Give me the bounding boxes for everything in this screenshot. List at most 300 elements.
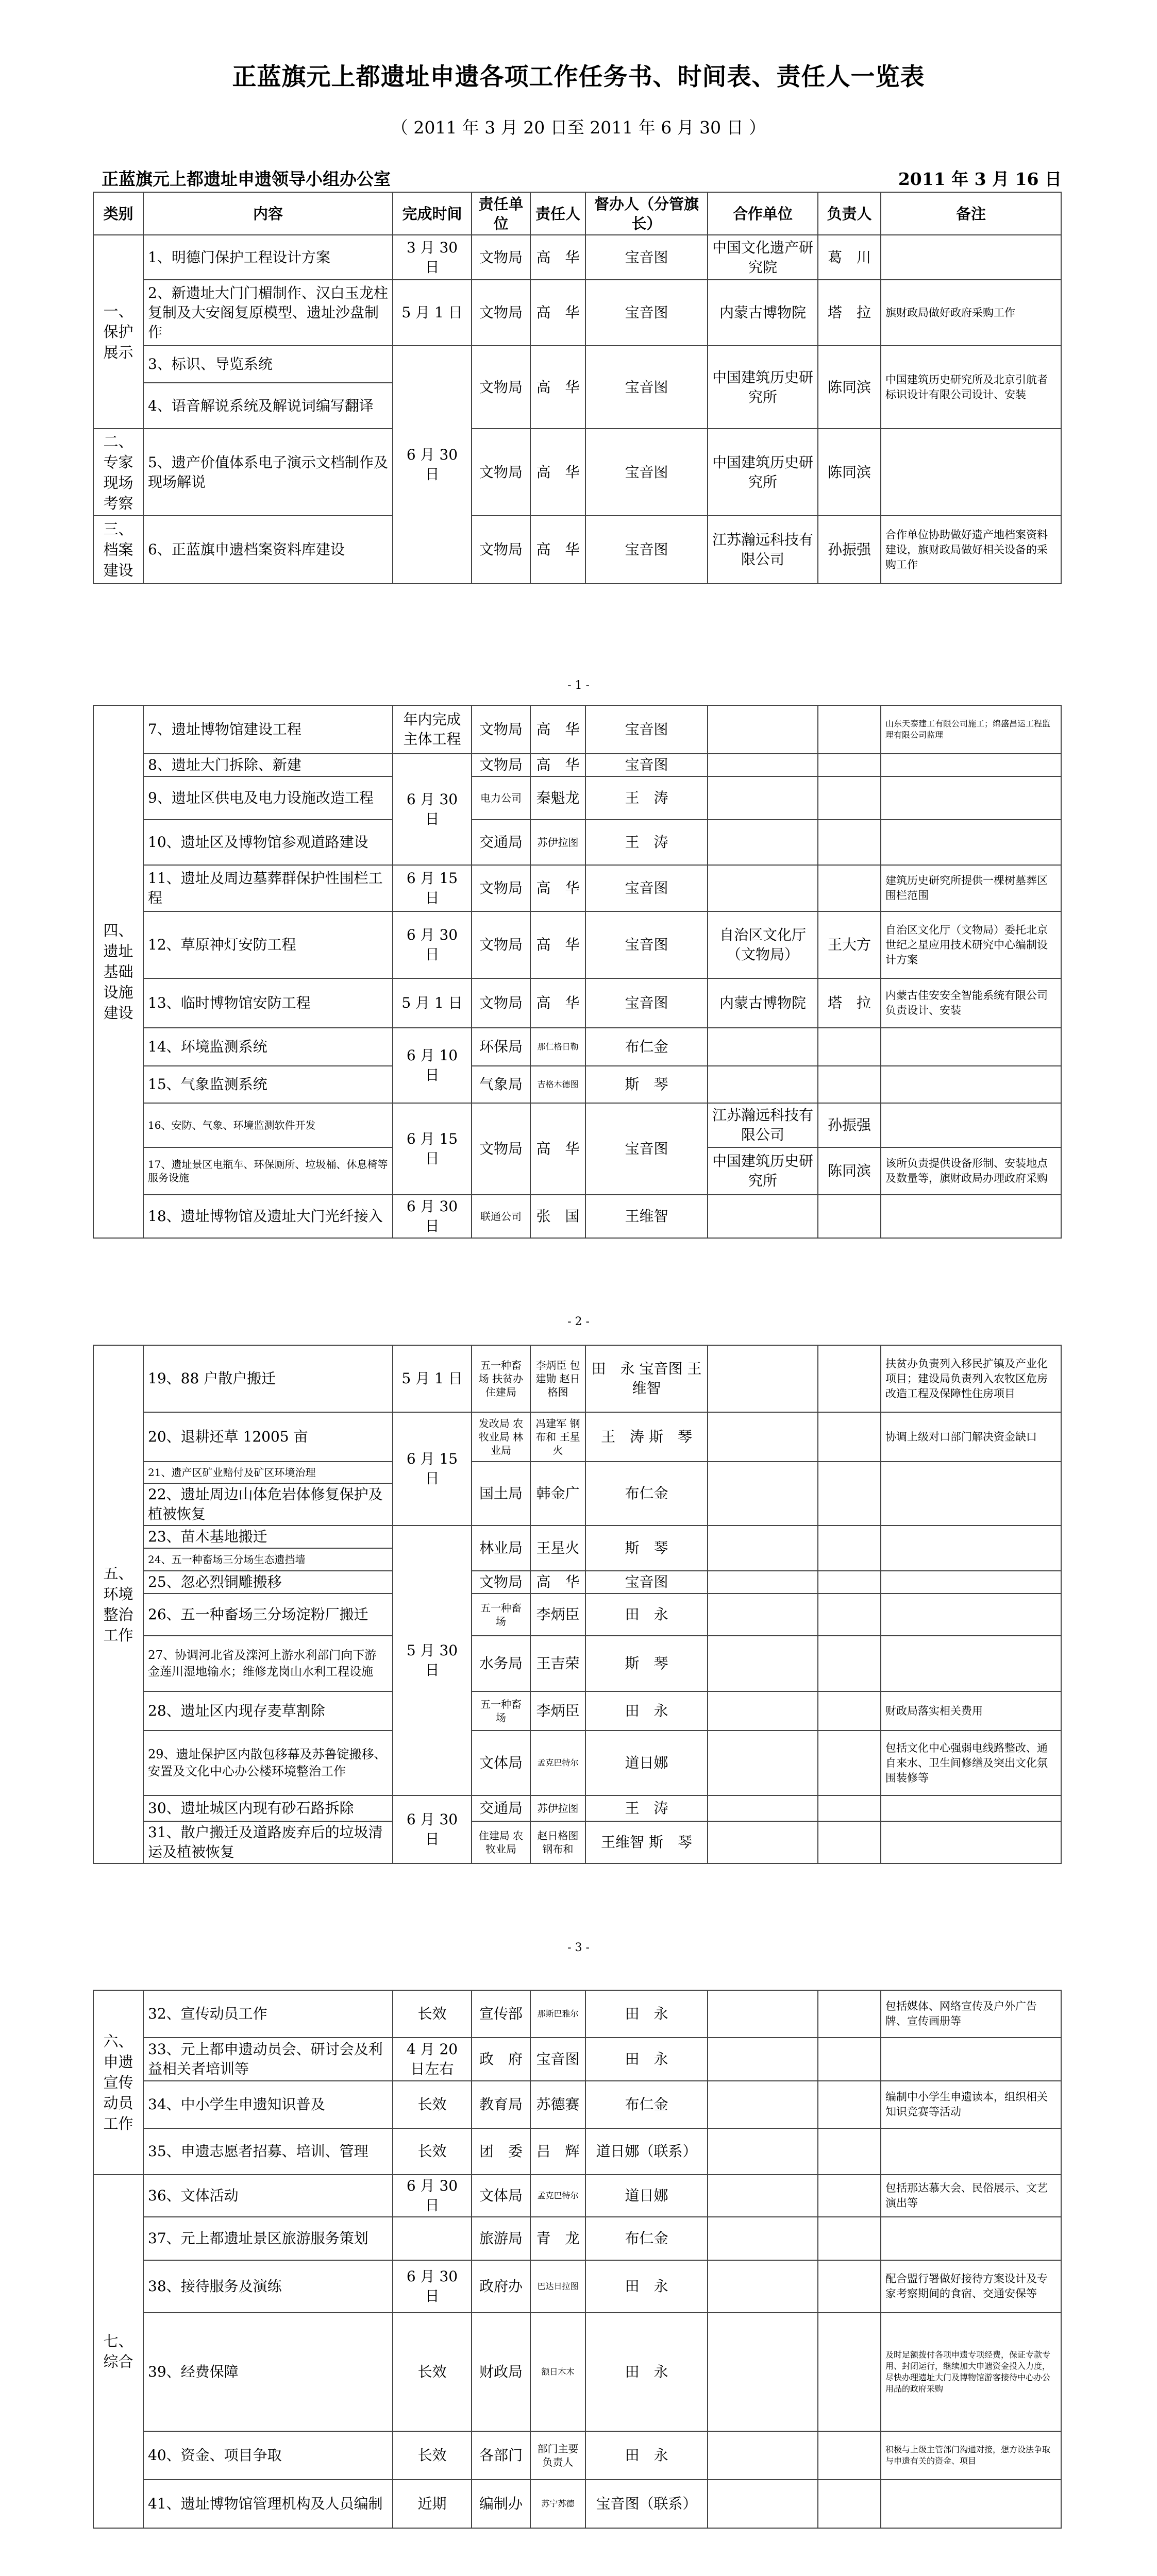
lead-cell: [818, 1462, 881, 1526]
deadline-cell: 6 月 30 日: [393, 754, 472, 865]
table-row: [93, 1795, 1061, 1821]
remarks-cell: [881, 776, 1061, 820]
supervisor-cell: 田 永: [585, 2313, 708, 2431]
supervisor-cell: 宝音图: [585, 346, 708, 429]
remarks-cell: [881, 1462, 1061, 1526]
lead-cell: [818, 865, 881, 911]
person-cell: 那仁格日勒: [530, 1028, 585, 1066]
unit-cell: 文物局: [472, 1103, 530, 1195]
partner-cell: [708, 1195, 818, 1238]
deadline-cell: 长效: [393, 2313, 472, 2431]
content-cell: 28、遗址区内现存麦草割除: [143, 1691, 393, 1731]
partner-cell: 中国建筑历史研究所: [708, 1147, 818, 1195]
content-cell: 20、退耕还草 12005 亩: [143, 1412, 393, 1462]
lead-cell: [818, 1345, 881, 1412]
partner-cell: 内蒙古博物院: [708, 280, 818, 346]
table-row: [93, 2081, 1061, 2128]
supervisor-cell: 布仁金: [585, 2081, 708, 2128]
unit-cell: 电力公司: [472, 776, 530, 820]
table-row: [93, 2217, 1061, 2260]
issue-date: 2011 年 3 月 16 日: [898, 169, 1062, 189]
category-cell: 六、申遗宣传动员工作: [93, 1990, 143, 2175]
unit-cell: 文物局: [472, 865, 530, 911]
remarks-cell: 包括那达慕大会、民俗展示、文艺演出等: [881, 2175, 1061, 2217]
deadline-cell: 长效: [393, 2128, 472, 2175]
remarks-cell: 协调上级对口部门解决资金缺口: [881, 1412, 1061, 1462]
supervisor-cell: 宝音图: [585, 978, 708, 1028]
table-row: [93, 1103, 1061, 1147]
header-deadline: 完成时间: [393, 192, 472, 235]
remarks-cell: [881, 1103, 1061, 1147]
unit-cell: 五一种畜场: [472, 1594, 530, 1636]
category-cell: 四、遗址基础设施建设: [93, 705, 143, 1238]
person-cell: 赵日格图 钢布和: [530, 1821, 585, 1863]
person-cell: 高 华: [530, 1571, 585, 1594]
content-cell: 11、遗址及周边墓葬群保护性围栏工程: [143, 865, 393, 911]
unit-cell: 文物局: [472, 1571, 530, 1594]
table-row: [93, 2313, 1061, 2431]
table-row: [93, 1594, 1061, 1636]
partner-cell: [708, 1526, 818, 1571]
remarks-cell: [881, 1066, 1061, 1103]
remarks-cell: 该所负责提供设备形制、安装地点及数量等，旗财政局办理政府采购: [881, 1147, 1061, 1195]
content-cell: 22、遗址周边山体危岩体修复保护及植被恢复: [143, 1483, 393, 1526]
unit-cell: 文物局: [472, 280, 530, 346]
table-row: [93, 776, 1061, 820]
person-cell: 苏宁苏德: [530, 2480, 585, 2528]
content-cell: 4、语音解说系统及解说词编写翻译: [143, 383, 393, 429]
unit-cell: 发改局 农牧业局 林业局: [472, 1412, 530, 1462]
partner-cell: [708, 1571, 818, 1594]
remarks-cell: 编制中小学生申遗读本，组织相关知识竞赛等活动: [881, 2081, 1061, 2128]
supervisor-cell: 王 涛: [585, 1795, 708, 1821]
unit-cell: 文体局: [472, 2175, 530, 2217]
supervisor-cell: 布仁金: [585, 1462, 708, 1526]
deadline-cell: 6 月 10 日: [393, 1028, 472, 1103]
header-responsible-unit: 责任单位: [472, 192, 530, 235]
table-row: [93, 754, 1061, 776]
deadline-cell: 3 月 30 日: [393, 235, 472, 280]
content-cell: 17、遗址景区电瓶车、环保厕所、垃圾桶、休息椅等服务设施: [143, 1147, 393, 1195]
content-cell: 25、忽必烈铜雕搬移: [143, 1571, 393, 1594]
content-cell: 13、临时博物馆安防工程: [143, 978, 393, 1028]
content-cell: 32、宣传动员工作: [143, 1990, 393, 2038]
unit-cell: 政府办: [472, 2260, 530, 2313]
lead-cell: [818, 820, 881, 865]
unit-cell: 旅游局: [472, 2217, 530, 2260]
table-row: [93, 865, 1061, 911]
unit-cell: 各部门: [472, 2431, 530, 2480]
content-cell: 2、新遗址大门门楣制作、汉白玉龙柱复制及大安阁复原模型、遗址沙盘制作: [143, 280, 393, 346]
partner-cell: [708, 1412, 818, 1462]
content-cell: 35、申遗志愿者招募、培训、管理: [143, 2128, 393, 2175]
unit-cell: 文物局: [472, 911, 530, 978]
table-row: [93, 516, 1061, 584]
remarks-cell: 建筑历史研究所提供一棵树墓葬区围栏范围: [881, 865, 1061, 911]
partner-cell: 中国文化遗产研究院: [708, 235, 818, 280]
partner-cell: [708, 820, 818, 865]
unit-cell: 文物局: [472, 705, 530, 754]
remarks-cell: 包括媒体、网络宣传及户外广告牌、宣传画册等: [881, 1990, 1061, 2038]
partner-cell: [708, 776, 818, 820]
page-title: 正蓝旗元上都遗址申遗各项工作任务书、时间表、责任人一览表: [232, 63, 925, 91]
lead-cell: [818, 1795, 881, 1821]
header-partner-unit: 合作单位: [708, 192, 818, 235]
content-cell: 36、文体活动: [143, 2175, 393, 2217]
person-cell: 高 华: [530, 978, 585, 1028]
lead-cell: [818, 754, 881, 776]
person-cell: 青 龙: [530, 2217, 585, 2260]
content-cell: 30、遗址城区内现有砂石路拆除: [143, 1795, 393, 1821]
content-cell: 34、中小学生申遗知识普及: [143, 2081, 393, 2128]
table-row: [93, 346, 1061, 383]
lead-cell: 孙振强: [818, 1103, 881, 1147]
supervisor-cell: 田 永: [585, 2431, 708, 2480]
supervisor-cell: 道日娜: [585, 2175, 708, 2217]
supervisor-cell: 宝音图（联系）: [585, 2480, 708, 2528]
deadline-cell: 6 月 30 日: [393, 346, 472, 584]
person-cell: 韩金广: [530, 1462, 585, 1526]
unit-cell: 团 委: [472, 2128, 530, 2175]
content-cell: 18、遗址博物馆及遗址大门光纤接入: [143, 1195, 393, 1238]
partner-cell: [708, 2480, 818, 2528]
person-cell: 李炳臣 包建勋 赵日格图: [530, 1345, 585, 1412]
content-cell: 33、元上都申遗动员会、研讨会及利益相关者培训等: [143, 2038, 393, 2081]
lead-cell: [818, 2081, 881, 2128]
person-cell: 宝音图: [530, 2038, 585, 2081]
supervisor-cell: 宝音图: [585, 1571, 708, 1594]
person-cell: 苏伊拉图: [530, 1795, 585, 1821]
deadline-cell: 6 月 30 日: [393, 2175, 472, 2217]
remarks-cell: [881, 1571, 1061, 1594]
header-supervisor: 督办人（分管旗长）: [585, 192, 708, 235]
person-cell: 苏德赛: [530, 2081, 585, 2128]
person-cell: 王星火: [530, 1526, 585, 1571]
content-cell: 26、五一种畜场三分场淀粉厂搬迁: [143, 1594, 393, 1636]
deadline-cell: 长效: [393, 2081, 472, 2128]
supervisor-cell: 田 永 宝音图 王维智: [585, 1345, 708, 1412]
remarks-cell: [881, 1636, 1061, 1691]
unit-cell: 交通局: [472, 1795, 530, 1821]
table-row: [93, 1821, 1061, 1863]
table-row: [93, 2260, 1061, 2313]
table-row: [93, 1345, 1061, 1412]
remarks-cell: [881, 2217, 1061, 2260]
content-cell: 27、协调河北省及滦河上游水利部门向下游金莲川湿地输水；维修龙岗山水利工程设施: [143, 1636, 393, 1691]
person-cell: 吉格木德图: [530, 1066, 585, 1103]
remarks-cell: [881, 235, 1061, 280]
table-row: [93, 429, 1061, 516]
deadline-cell: 5 月 1 日: [393, 978, 472, 1028]
unit-cell: 宣传部: [472, 1990, 530, 2038]
category-cell: 七、综合: [93, 2175, 143, 2528]
table-row: [93, 1028, 1061, 1066]
lead-cell: [818, 2260, 881, 2313]
lead-cell: [818, 2480, 881, 2528]
category-cell: 五、环境整治工作: [93, 1345, 143, 1863]
person-cell: 高 华: [530, 1103, 585, 1195]
remarks-cell: 合作单位协助做好遗产地档案资料建设，旗财政局做好相关设备的采购工作: [881, 516, 1061, 584]
partner-cell: [708, 2217, 818, 2260]
content-cell: 1、明德门保护工程设计方案: [143, 235, 393, 280]
table-row: [93, 1066, 1061, 1103]
lead-cell: 葛 川: [818, 235, 881, 280]
unit-cell: 五一种畜场: [472, 1691, 530, 1731]
lead-cell: 塔 拉: [818, 280, 881, 346]
supervisor-cell: 布仁金: [585, 1028, 708, 1066]
partner-cell: [708, 1345, 818, 1412]
lead-cell: [818, 1195, 881, 1238]
person-cell: 冯建军 钢布和 王星火: [530, 1412, 585, 1462]
content-cell: 37、元上都遗址景区旅游服务策划: [143, 2217, 393, 2260]
deadline-cell: 6 月 15 日: [393, 865, 472, 911]
deadline-cell: 6 月 15 日: [393, 1412, 472, 1526]
supervisor-cell: 宝音图: [585, 235, 708, 280]
lead-cell: 王大方: [818, 911, 881, 978]
task-table-page-1: [93, 192, 1062, 584]
deadline-cell: 6 月 30 日: [393, 911, 472, 978]
table-row: [93, 1571, 1061, 1594]
deadline-cell: 6 月 15 日: [393, 1103, 472, 1195]
unit-cell: 财政局: [472, 2313, 530, 2431]
task-table-page-2: [93, 705, 1062, 1239]
content-cell: 9、遗址区供电及电力设施改造工程: [143, 776, 393, 820]
deadline-cell: 长效: [393, 1990, 472, 2038]
content-cell: 10、遗址区及博物馆参观道路建设: [143, 820, 393, 865]
partner-cell: 江苏瀚远科技有限公司: [708, 1103, 818, 1147]
table-row: [93, 1195, 1061, 1238]
table-row: [93, 235, 1061, 280]
category-cell: 二、专家现场考察: [93, 429, 143, 516]
unit-cell: 文物局: [472, 346, 530, 429]
deadline-cell: 5 月 1 日: [393, 1345, 472, 1412]
supervisor-cell: 宝音图: [585, 754, 708, 776]
remarks-cell: 山东天泰建工有限公司施工；绵盛昌运工程监理有限公司监理: [881, 705, 1061, 754]
person-cell: 高 华: [530, 754, 585, 776]
person-cell: 高 华: [530, 516, 585, 584]
person-cell: 额日木木: [530, 2313, 585, 2431]
person-cell: 高 华: [530, 346, 585, 429]
lead-cell: [818, 1821, 881, 1863]
partner-cell: 中国建筑历史研究所: [708, 346, 818, 429]
partner-cell: [708, 2313, 818, 2431]
supervisor-cell: 布仁金: [585, 2217, 708, 2260]
lead-cell: [818, 2431, 881, 2480]
supervisor-cell: 宝音图: [585, 1103, 708, 1195]
table-header-row: [93, 192, 1061, 235]
table-row: [93, 2128, 1061, 2175]
partner-cell: [708, 2431, 818, 2480]
supervisor-cell: 斯 琴: [585, 1636, 708, 1691]
content-cell: 41、遗址博物馆管理机构及人员编制: [143, 2480, 393, 2528]
supervisor-cell: 宝音图: [585, 429, 708, 516]
partner-cell: 内蒙古博物院: [708, 978, 818, 1028]
partner-cell: 中国建筑历史研究所: [708, 429, 818, 516]
table-row: [93, 1526, 1061, 1548]
page-number: - 2 -: [567, 1315, 590, 1328]
remarks-cell: 内蒙古佳安安全智能系统有限公司负责设计、安装: [881, 978, 1061, 1028]
table-row: [93, 1691, 1061, 1731]
lead-cell: [818, 2128, 881, 2175]
remarks-cell: 中国建筑历史研究所及北京引航者标识设计有限公司设计、安装: [881, 346, 1061, 429]
supervisor-cell: 田 永: [585, 1691, 708, 1731]
unit-cell: 文物局: [472, 754, 530, 776]
lead-cell: [818, 1594, 881, 1636]
partner-cell: [708, 1462, 818, 1526]
category-cell: 三、档案建设: [93, 516, 143, 584]
remarks-cell: 财政局落实相关费用: [881, 1691, 1061, 1731]
remarks-cell: [881, 1594, 1061, 1636]
person-cell: 王吉荣: [530, 1636, 585, 1691]
lead-cell: 陈同滨: [818, 346, 881, 429]
page-subtitle: （ 2011 年 3 月 20 日至 2011 年 6 月 30 日 ）: [391, 117, 766, 138]
remarks-cell: [881, 754, 1061, 776]
deadline-cell: 年内完成主体工程: [393, 705, 472, 754]
supervisor-cell: 田 永: [585, 1990, 708, 2038]
unit-cell: 文物局: [472, 235, 530, 280]
person-cell: 孟克巴特尔: [530, 1731, 585, 1795]
deadline-cell: 近期: [393, 2480, 472, 2528]
lead-cell: [818, 1636, 881, 1691]
supervisor-cell: 宝音图: [585, 911, 708, 978]
supervisor-cell: 道日娜: [585, 1731, 708, 1795]
deadline-cell: 6 月 30 日: [393, 2260, 472, 2313]
lead-cell: [818, 1526, 881, 1571]
lead-cell: [818, 1731, 881, 1795]
header-category: 类别: [93, 192, 143, 235]
table-row: [93, 1990, 1061, 2038]
lead-cell: [818, 1990, 881, 2038]
deadline-cell: 5 月 1 日: [393, 280, 472, 346]
lead-cell: 塔 拉: [818, 978, 881, 1028]
person-cell: 部门主要负责人: [530, 2431, 585, 2480]
content-cell: 8、遗址大门拆除、新建: [143, 754, 393, 776]
table-row: [93, 1731, 1061, 1795]
table-row: [93, 820, 1061, 865]
supervisor-cell: 王维智 斯 琴: [585, 1821, 708, 1863]
remarks-cell: [881, 1795, 1061, 1821]
lead-cell: [818, 776, 881, 820]
deadline-cell: 长效: [393, 2431, 472, 2480]
person-cell: 高 华: [530, 280, 585, 346]
partner-cell: [708, 2128, 818, 2175]
table-row: [93, 978, 1061, 1028]
table-row: [93, 2480, 1061, 2528]
deadline-cell: 6 月 30 日: [393, 1795, 472, 1863]
deadline-cell: 5 月 30 日: [393, 1526, 472, 1795]
unit-cell: 文物局: [472, 978, 530, 1028]
person-cell: 高 华: [530, 705, 585, 754]
deadline-cell: 4 月 20 日左右: [393, 2038, 472, 2081]
unit-cell: 环保局: [472, 1028, 530, 1066]
lead-cell: [818, 1412, 881, 1462]
supervisor-cell: 田 永: [585, 2260, 708, 2313]
content-cell: 38、接待服务及演练: [143, 2260, 393, 2313]
lead-cell: [818, 1066, 881, 1103]
lead-cell: [818, 2038, 881, 2081]
remarks-cell: 积极与上级主管部门沟通对接，想方设法争取与申遗有关的资金、项目: [881, 2431, 1061, 2480]
lead-cell: 陈同滨: [818, 1147, 881, 1195]
content-cell: 15、气象监测系统: [143, 1066, 393, 1103]
supervisor-cell: 王 涛: [585, 820, 708, 865]
remarks-cell: [881, 1821, 1061, 1863]
partner-cell: [708, 1821, 818, 1863]
table-row: [93, 2431, 1061, 2480]
remarks-cell: [881, 1195, 1061, 1238]
deadline-cell: 6 月 30 日: [393, 1195, 472, 1238]
lead-cell: 陈同滨: [818, 429, 881, 516]
remarks-cell: [881, 1028, 1061, 1066]
unit-cell: 编制办: [472, 2480, 530, 2528]
person-cell: 秦魁龙: [530, 776, 585, 820]
person-cell: 李炳臣: [530, 1594, 585, 1636]
header-partner-lead: 负责人: [818, 192, 881, 235]
person-cell: 高 华: [530, 865, 585, 911]
unit-cell: 气象局: [472, 1066, 530, 1103]
unit-cell: 林业局: [472, 1526, 530, 1571]
table-row: [93, 2038, 1061, 2081]
remarks-cell: [881, 2128, 1061, 2175]
remarks-cell: 配合盟行署做好接待方案设计及专家考察期间的食宿、交通安保等: [881, 2260, 1061, 2313]
person-cell: 高 华: [530, 429, 585, 516]
partner-cell: [708, 2260, 818, 2313]
lead-cell: [818, 2217, 881, 2260]
page-number: - 3 -: [567, 1941, 590, 1954]
remarks-cell: [881, 820, 1061, 865]
person-cell: 高 华: [530, 235, 585, 280]
header-content: 内容: [143, 192, 393, 235]
content-cell: 40、资金、项目争取: [143, 2431, 393, 2480]
supervisor-cell: 王 涛 斯 琴: [585, 1412, 708, 1462]
person-cell: 那斯巴雅尔: [530, 1990, 585, 2038]
content-cell: 3、标识、导览系统: [143, 346, 393, 383]
supervisor-cell: 宝音图: [585, 705, 708, 754]
partner-cell: [708, 1066, 818, 1103]
remarks-cell: 扶贫办负责列入移民扩镇及产业化项目；建设局负责列入农牧区危房改造工程及保障性住房项目: [881, 1345, 1061, 1412]
category-cell: 一、保护展示: [93, 235, 143, 429]
person-cell: 吕 辉: [530, 2128, 585, 2175]
supervisor-cell: 宝音图: [585, 280, 708, 346]
supervisor-cell: 宝音图: [585, 865, 708, 911]
partner-cell: [708, 705, 818, 754]
lead-cell: [818, 705, 881, 754]
person-cell: 孟克巴特尔: [530, 2175, 585, 2217]
header-responsible-person: 责任人: [530, 192, 585, 235]
unit-cell: 政 府: [472, 2038, 530, 2081]
supervisor-cell: 王 涛: [585, 776, 708, 820]
partner-cell: [708, 1691, 818, 1731]
lead-cell: [818, 1571, 881, 1594]
supervisor-cell: 田 永: [585, 1594, 708, 1636]
supervisor-cell: 宝音图: [585, 516, 708, 584]
content-cell: 12、草原神灯安防工程: [143, 911, 393, 978]
table-row: [93, 1636, 1061, 1691]
page-number: - 1 -: [567, 679, 590, 692]
person-cell: 李炳臣: [530, 1691, 585, 1731]
task-table-page-3: [93, 1345, 1062, 1864]
partner-cell: [708, 1731, 818, 1795]
content-cell: 39、经费保障: [143, 2313, 393, 2431]
table-row: [93, 911, 1061, 978]
remarks-cell: 及时足额拨付各项申遗专项经费，保证专款专用、封闭运行，继续加大申遗资金投入力度，尽快办理遗址大门及博物馆游客接待中心办公用品的政府采购: [881, 2313, 1061, 2431]
person-cell: 张 国: [530, 1195, 585, 1238]
unit-cell: 联通公司: [472, 1195, 530, 1238]
partner-cell: [708, 1990, 818, 2038]
header-remarks: 备注: [881, 192, 1061, 235]
person-cell: 巴达日拉图: [530, 2260, 585, 2313]
deadline-cell: [393, 2217, 472, 2260]
partner-cell: [708, 1594, 818, 1636]
